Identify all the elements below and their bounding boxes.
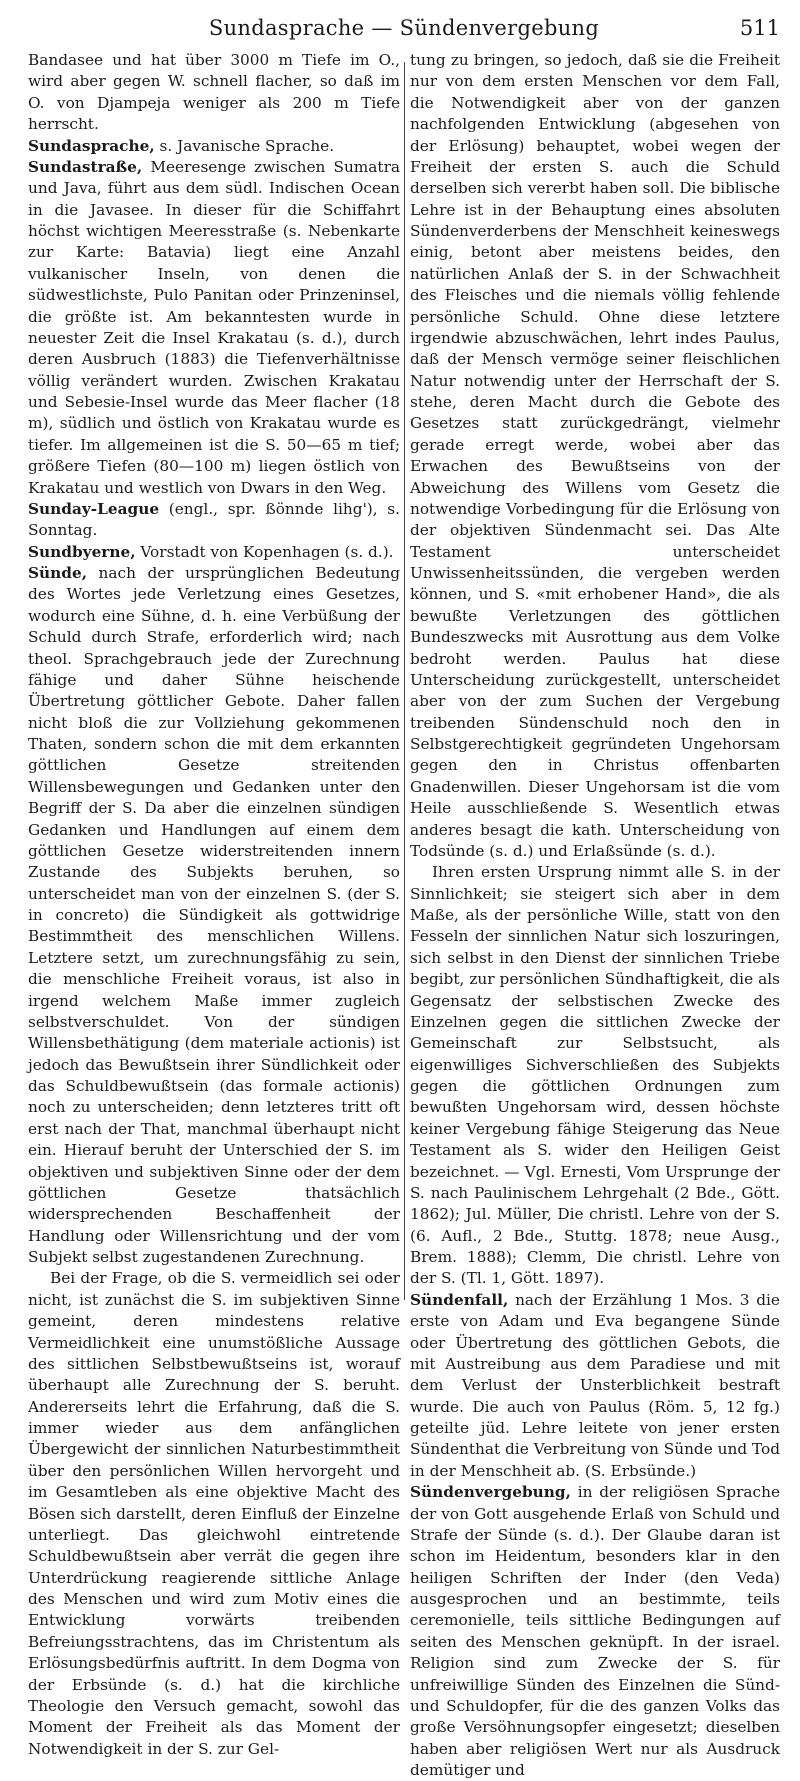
entry-text: tung zu bringen, so jedoch, daß sie die Freiheit nur von dem ersten Menschen vor dem Fall, die Notwendigkeit aber von der ganzen nachfolgenden Entwicklung (abgesehen von der Erlösung) behauptet, wobei wegen der Freiheit der ersten S. auch die Schuld derselben sich vererbt haben soll. Die biblische Lehre ist in der Behauptung eines absoluten Sündenverderbens der Menschheit keineswegs einig, betont aber meistens beides, den natürlichen Anlaß der S. in der Schwachheit des Fleisches und die niemals völlig fehlende persönliche Schuld. Ohne diese letztere irgendwie abzuschwächen, lehrt indes Paulus, daß der Mensch vermöge seiner fleischlichen Natur notwendig unter der Herrschaft der S. stehe, deren Macht durch die Gebote des Gesetzes statt zurückgedrängt, vielmehr gerade erregt werde, wobei aber das Erwachen des Bewußtseins von der Abweichung des Willens vom Gesetz die notwendige Vorbedingung für die Erlösung von der objektiven Sündenmacht sei. Das Alte Testament unterscheidet Unwissenheitssünden, die vergeben werden können, und S. «mit erhobener Hand», die als bewußte Verletzungen des göttlichen Bundeszwecks mit Ausrottung aus dem Volke bedroht werden. Paulus hat diese Unterscheidung zurückgestellt, unterscheidet aber von der zum Suchen der Vergebung treibenden Sündenschuld noch den in Selbstgerechtigkeit gegründeten Ungehorsam gegen den in Christus offenbarten Gnadenwillen. Dieser Ungehorsam ist die vom Heile ausschließende S. Wesentlich etwas anderes besagt die kath. Unterscheidung von Todsünde (s. d.) und Erlaßsünde (s. d.). [410, 51, 780, 860]
entry-text: nach der ursprünglichen Bedeutung des Wortes jede Verletzung eines Gesetzes, wodurch eine Sühne, d. h. eine Verbüßung der Schuld durch Strafe, erforderlich wird; nach theol. Sprachgebrauch jede der Zurechnung fähige und daher Sühne heischende Übertretung göttlicher Gebote. Daher fallen nicht bloß die zur Vollziehung gekommenen Thaten, sondern schon die mit dem erkannten göttlichen Gesetze streitenden Willensbewegungen und Gedanken unter den Begriff der S. Da aber die einzelnen sündigen Gedanken und Handlungen auf einem dem göttlichen Gesetze widerstreitenden innern Zustande des Subjekts beruhen, so unterscheidet man von der einzelnen S. (der S. in concreto) die Sündigkeit als gottwidrige Bestimmtheit des menschlichen Willens. Letztere setzt, um zurechnungsfähig zu sein, die menschliche Freiheit voraus, ist also in irgend welchem Maße immer zugleich selbstverschuldet. Von der sündigen Willensbethätigung (dem materiale actionis) ist jedoch das Bewußtsein ihrer Sündlichkeit oder das Schuldbewußtsein (das formale actionis) noch zu unterscheiden; denn letzteres tritt oft erst nach der That, manchmal überhaupt nicht ein. Hierauf beruht der Unterschied der S. im objektiven und subjektiven Sinne oder der dem göttlichen Gesetze thatsächlich widersprechenden Beschaffenheit der Handlung oder Willensrichtung und der vom Subjekt selbst zugestandenen Zurechnung. [28, 564, 400, 1266]
entry-headword: Sundasprache, [28, 136, 155, 155]
paragraph [410, 1482, 780, 1781]
paragraph [28, 499, 400, 542]
entry-text: Vorstadt von Kopenhagen (s. d.). [135, 542, 394, 561]
entry-text: Meeresenge zwischen Sumatra und Java, führt aus dem südl. Indischen Ocean in die Javasee. In dieser für die Schiffahrt höchst wichtigen Meeresstraße (s. Nebenkarte zur Karte: Batavia) liegt eine Anzahl vulkanischer Inseln, von denen die südwestlichste, Pulo Panitan oder Prinzeninsel, die größte ist. Am bekanntesten wurde in neuester Zeit die Insel Krakatau (s. d.), durch deren Ausbruch (1883) die Tiefenverhältnisse völlig verändert wurden. Zwischen Krakatau und Sebesie-Insel wurde das Meer flacher (18 m), südlich und östlich von Krakatau wurde es tiefer. Im allgemeinen ist die S. 50—65 m tief; größere Tiefen (80—100 m) liegen östlich von Krakatau und westlich von Dwars in den Weg. [28, 157, 400, 497]
paragraph [28, 1268, 400, 1760]
paragraph [410, 50, 780, 862]
paragraph [28, 157, 400, 499]
left-column [28, 50, 400, 1760]
paragraph [410, 862, 780, 1290]
entry-text: s. Javanische Sprache. [154, 136, 335, 155]
entry-text: Bei der Frage, ob die S. vermeidlich sei oder nicht, ist zunächst die S. im subjektiven Sinne gemeint, deren mindestens relative Vermeidlichkeit eine unumstößliche Aussage des sittlichen Selbstbewußtseins ist, worauf überhaupt alle Zurechnung der S. beruht. Andererseits lehrt die Erfahrung, daß die S. immer wieder aus dem anfänglichen Übergewicht der sinnlichen Naturbestimmtheit über den persönlichen Willen hervorgeht und im Gesamtleben als eine objektive Macht des Bösen sich darstellt, deren Einfluß der Einzelne unterliegt. Das gleichwohl eintretende Schuldbewußtsein aber verrät die gegen ihre Unterdrückung reagierende sittliche Anlage des Menschen und wird zum Motiv eines die Entwicklung vorwärts treibenden Befreiungsstrachtens, das im Christentum als Erlösungsbedürfnis auftritt. In dem Dogma von der Erbsünde (s. d.) hat die kirchliche Theologie den Versuch gemacht, sowohl das Moment der Freiheit als das Moment der Notwendigkeit in der S. zur Gel- [28, 1269, 400, 1758]
entry-headword: Sundbyerne, [28, 542, 136, 561]
page-number: 511 [739, 16, 780, 40]
entry-headword: Sunday-League [28, 499, 160, 518]
right-column [410, 50, 780, 1781]
paragraph [28, 136, 400, 157]
entry-text: Bandasee und hat über 3000 m Tiefe im O., wird aber gegen W. schnell flacher, so daß im O. von Djampeja weniger als 200 m Tiefe herrscht. [28, 51, 400, 134]
paragraph [410, 1290, 780, 1482]
paragraph [28, 50, 400, 136]
page-header [28, 10, 780, 50]
paragraph [28, 563, 400, 1268]
paragraph [28, 542, 400, 563]
entry-headword: Sündenfall, [410, 1290, 509, 1309]
entry-headword: Sünde, [28, 564, 88, 582]
entry-text: (engl., spr. ßönnde lihg'), s. Sonntag. [28, 499, 400, 540]
running-title: Sundasprache — Sündenvergebung [208, 16, 600, 40]
column-divider [404, 62, 405, 1300]
entry-text: in der religiösen Sprache der von Gott ausgehende Erlaß von Schuld und Strafe der Sünde (s. d.). Der Glaube daran ist schon im Heidentum, besonders klar in den heiligen Schriften der Inder (den Veda) ausgesprochen und an bestimmte, teils ceremonielle, teils sittliche Bedingungen auf seiten des Menschen geknüpft. In der israel. Religion sind zum Zwecke der S. für unfreiwillige Sünden des Einzelnen die Sünd- und Schuldopfer, für die des ganzen Volks das große Versöhnungsopfer eingesetzt; dieselben haben aber religiösen Wert nur als Ausdruck demütiger und [410, 1483, 780, 1779]
entry-headword: Sundastraße, [28, 157, 143, 176]
entry-text: Ihren ersten Ursprung nimmt alle S. in der Sinnlichkeit; sie steigert sich aber in dem Maße, als der persönliche Wille, statt von den Fesseln der sinnlichen Natur sich loszuringen, sich selbst in den Dienst der sinnlichen Triebe begibt, zur persönlichen Sündhaftigkeit, die als Gegensatz der selbstischen Zwecke des Einzelnen gegen die sittlichen Zwecke der Gemeinschaft zur Selbstsucht, als eigenwilliges Sichverschließen des Subjekts gegen die göttlichen Ordnungen zum bewußten Ungehorsam wird, dessen höchste keiner Vergebung fähige Steigerung das Neue Testament als S. wider den Heiligen Geist bezeichnet. — Vgl. Ernesti, Vom Ursprunge der S. nach Paulinischem Lehrgehalt (2 Bde., Gött. 1862); Jul. Müller, Die christl. Lehre von der S. (6. Aufl., 2 Bde., Stuttg. 1878; neue Ausg., Brem. 1888); Clemm, Die christl. Lehre von der S. (Tl. 1, Gött. 1897). [410, 863, 780, 1288]
entry-headword: Sündenvergebung, [410, 1483, 571, 1502]
entry-text: nach der Erzählung 1 Mos. 3 die erste von Adam und Eva begangene Sünde oder Übertretung des göttlichen Gebots, die mit Austreibung aus dem Paradiese und mit dem Verlust der Unsterblichkeit bestraft wurde. Die auch von Paulus (Röm. 5, 12 fg.) geteilte jüd. Lehre leitete von jener ersten Sündenthat die Verbreitung von Sünde und Tod in der Menschheit ab. (S. Erbsünde.) [410, 1290, 781, 1480]
